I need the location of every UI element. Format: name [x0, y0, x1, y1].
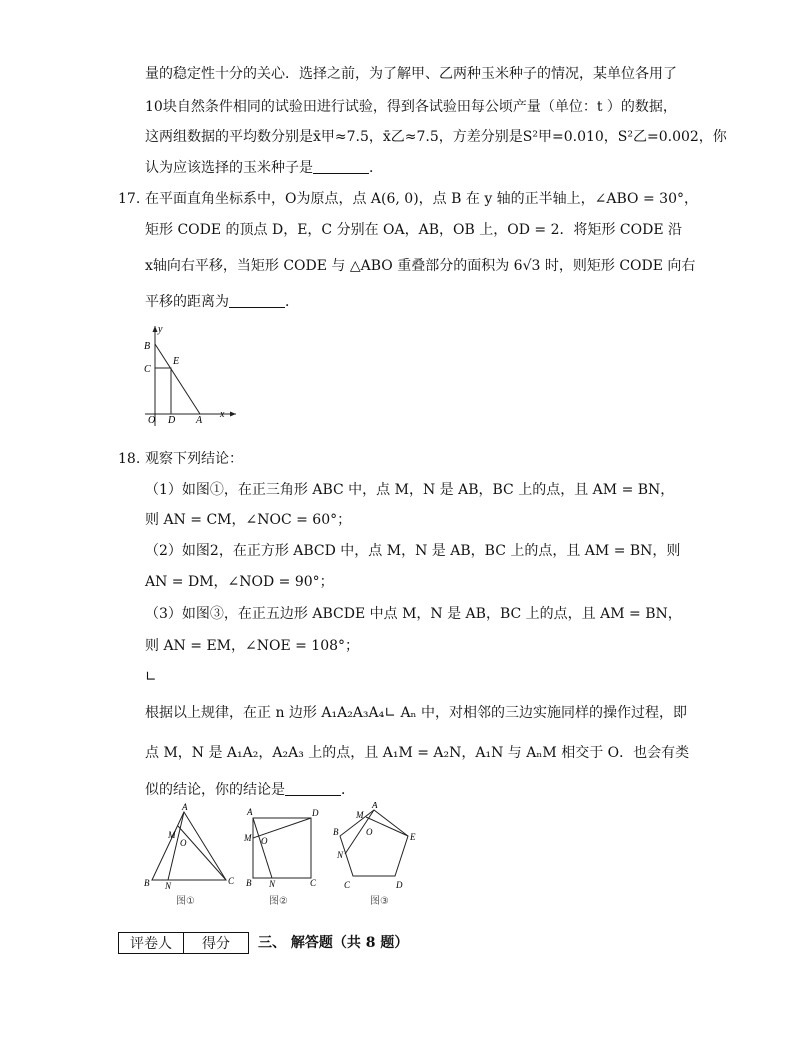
triangle-abc	[152, 812, 226, 880]
square-abcd	[253, 818, 311, 878]
label-c: C	[144, 364, 151, 375]
fig2-label-c: C	[310, 878, 317, 888]
figure-2	[243, 807, 319, 907]
q17-line-4-end: ．	[285, 294, 299, 310]
q18-ellipsis: ∟	[145, 669, 157, 685]
label-a: A	[196, 415, 203, 426]
q16-line-1: 量的稳定性十分的关心．选择之前，为了解甲、乙两种玉米种子的情况，某单位各用了	[145, 66, 677, 82]
q17-line-1: 在平面直角坐标系中，O为原点，点 A(6, 0)，点 B 在 y 轴的正半轴上，∠ABO = 30°，	[145, 191, 698, 207]
q18-answer-blank	[285, 781, 341, 796]
fig3-label-a: A	[372, 802, 378, 810]
fig1-label-b: B	[144, 878, 150, 888]
q16-answer-blank	[313, 159, 369, 174]
q16-line-4-text: 认为应该选择的玉米种子是	[145, 160, 313, 176]
fig3-label-o: O	[366, 827, 373, 837]
q17-answer-blank	[229, 293, 285, 308]
label-b: B	[144, 341, 151, 352]
q16-line-3: 这两组数据的平均数分别是x̄甲≈7.5，x̄乙≈7.5，方差分别是S²甲=0.010，S²乙=0.002，你	[145, 129, 727, 145]
q18-c3-line-2: 则 AN = EM，∠NOE = 108°；	[145, 638, 360, 654]
fig1-label-n: N	[165, 881, 172, 891]
q18-c3-line-1: （3）如图③，在正五边形 ABCDE 中点 M，N 是 AB，BC 上的点，且 AM = BN，	[145, 606, 682, 622]
q18-c2-line-2: AN = DM，∠NOD = 90°；	[145, 574, 334, 590]
q17-line-4-text: 平移的距离为	[145, 294, 229, 310]
section-heading: 三、 解答题（共 8 题）	[258, 935, 409, 951]
fig3-caption: 图③	[370, 896, 389, 907]
reviewer-cell: 评卷人	[119, 933, 184, 954]
label-y: y	[158, 324, 163, 335]
q16-line-2: 10块自然条件相同的试验田进行试验，得到各试验田每公顷产量（单位：t ）的数据，	[145, 99, 677, 115]
fig2-label-m: M	[244, 833, 252, 843]
fig2-label-b: B	[246, 878, 252, 888]
pentagon-abcde	[340, 810, 408, 876]
q18-c2-line-1: （2）如图2，在正方形 ABCD 中，点 M，N 是 AB，BC 上的点，且 AM = BN，则	[145, 543, 681, 559]
segment-ab	[155, 344, 200, 414]
fig1-label-a: A	[182, 802, 188, 812]
q18-rule-line-2: 点 M，N 是 A₁A₂，A₂A₃ 上的点，且 A₁M = A₂N，A₁N 与 AₙM 相交于 O．也会有类	[145, 745, 690, 761]
label-o: O	[148, 415, 156, 426]
q18-c1-line-2: 则 AN = CM，∠NOC = 60°；	[145, 512, 352, 528]
q17-figure	[140, 322, 240, 430]
segment-an	[253, 818, 272, 878]
figure-1	[144, 802, 235, 907]
fig3-label-e: E	[410, 832, 416, 842]
fig3-label-n: N	[337, 850, 344, 860]
segment-dm	[253, 818, 311, 838]
fig1-label-o: O	[180, 838, 187, 848]
fig2-label-d: D	[312, 808, 319, 818]
q17-line-3: x轴向右平移，当矩形 CODE 与 △ABO 重叠部分的面积为 6√3 时，则矩形 CODE 向右	[145, 258, 696, 274]
q18-number: 18.	[118, 451, 141, 467]
y-axis-arrow-icon	[153, 326, 158, 332]
q18-rule-line-3	[145, 780, 355, 800]
q17-line-4	[145, 292, 299, 312]
fig2-label-n: N	[269, 879, 276, 889]
q17-number: 17.	[118, 191, 141, 207]
label-e: E	[173, 356, 180, 367]
fig2-label-a: A	[247, 807, 253, 817]
q18-c1-line-1: （1）如图①，在正三角形 ABC 中，点 M，N 是 AB，BC 上的点，且 AM = BN，	[145, 482, 675, 498]
q18-rule-line-3-text: 似的结论，你的结论是	[145, 782, 285, 798]
fig1-label-c: C	[228, 876, 235, 886]
figure-3	[333, 802, 416, 907]
fig2-caption: 图②	[269, 896, 288, 907]
q16-line-4-end: ．	[369, 160, 383, 176]
fig1-label-m: M	[168, 830, 176, 840]
q18-figures	[138, 802, 428, 910]
q17-line-2: 矩形 CODE 的顶点 D，E，C 分别在 OA，AB，OB 上，OD = 2．将矩形 CODE 沿	[145, 222, 683, 238]
q18-rule-line-3-end: ．	[341, 782, 355, 798]
fig1-caption: 图①	[176, 896, 195, 907]
score-table	[118, 932, 249, 954]
label-x: x	[220, 409, 225, 420]
q18-intro: 观察下列结论：	[145, 451, 243, 467]
q16-line-4	[145, 158, 383, 178]
fig3-label-c: C	[344, 880, 351, 890]
fig3-label-m: M	[356, 810, 364, 820]
fig3-label-b: B	[333, 827, 339, 837]
label-d: D	[168, 415, 176, 426]
fig3-label-d: D	[396, 880, 403, 890]
rectangle-code	[155, 368, 171, 414]
x-axis-arrow-icon	[230, 412, 236, 417]
fig2-label-o: O	[261, 836, 268, 846]
segment-cm	[178, 826, 226, 880]
score-cell: 得分	[184, 933, 249, 954]
q18-rule-line-1: 根据以上规律，在正 n 边形 A₁A₂A₃A₄∟ Aₙ 中，对相邻的三边实施同样的操作过程，即	[145, 705, 688, 721]
